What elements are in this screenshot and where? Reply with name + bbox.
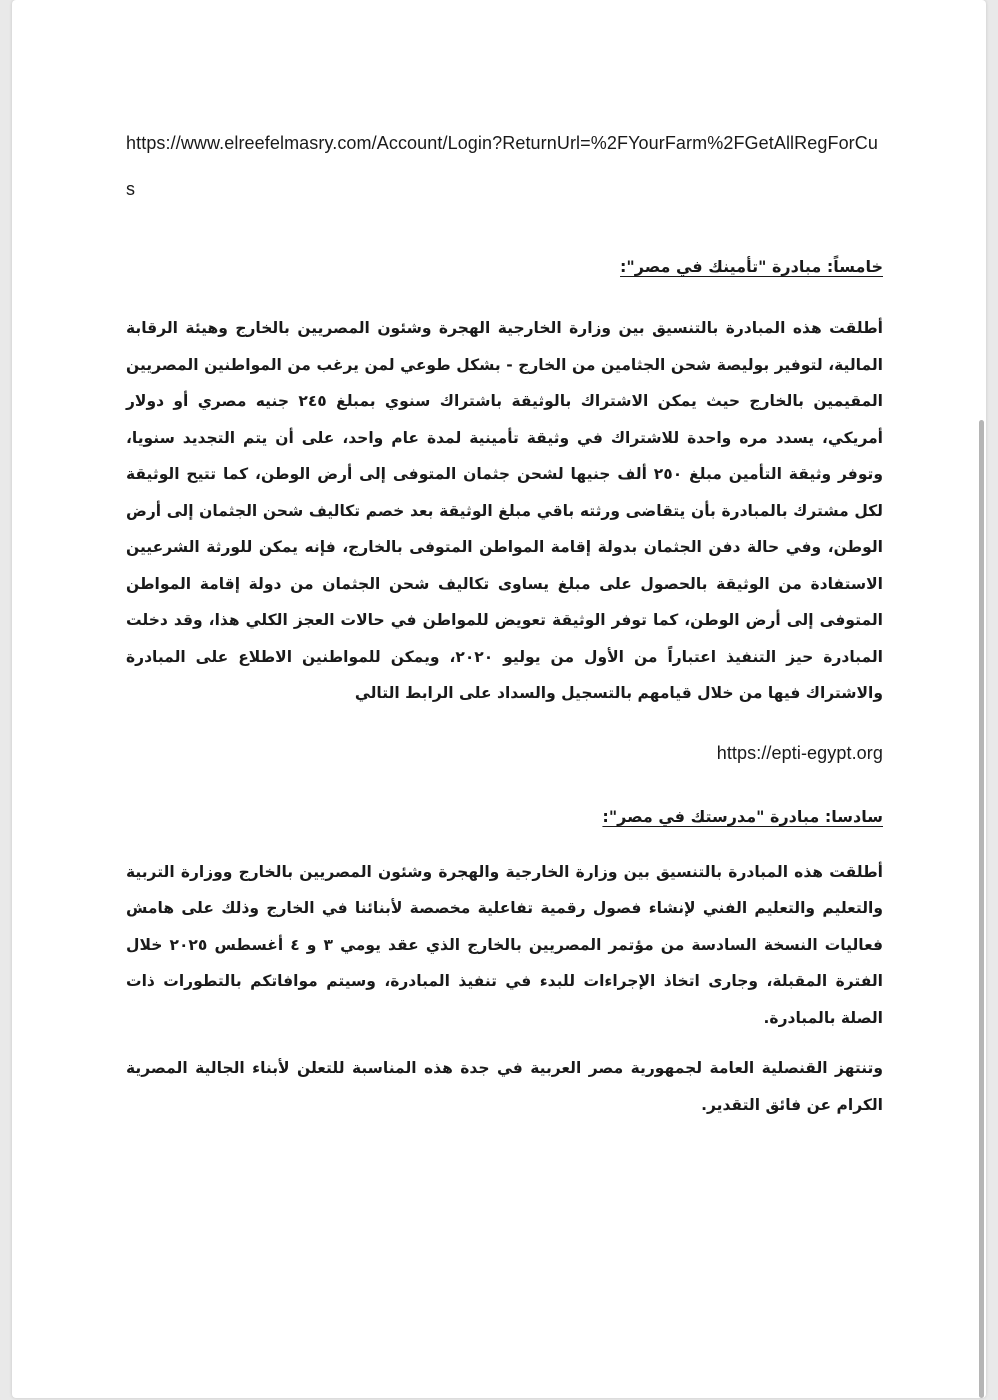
scrollbar[interactable]	[979, 420, 984, 1398]
document-content	[126, 120, 883, 1123]
section-6-heading: سادسا: مبادرة "مدرستك في مصر":	[602, 806, 883, 826]
section-5-paragraph: أطلقت هذه المبادرة بالتنسيق بين وزارة الخارجية الهجرة وشئون المصريين بالخارج وهيئة الرقابة المالية، لتوفير بوليصة شحن الجثامين من الخارج - بشكل طوعي لمن يرغب من المواطنين المصريين المقيمين بالخارج حيث يمكن الاشتراك بالوثيقة باشتراك سنوي بمبلغ ٢٤٥ جنيه مصري أو دولار أمريكي، يسدد مره واحدة للاشتراك في وثيقة تأمينية لمدة عام واحد، على أن يتم التجديد سنويا، وتوفر وثيقة التأمين مبلغ ٢٥٠ ألف جنيها لشحن جثمان المتوفى إلى أرض الوطن، كما تتيح الوثيقة لكل مشترك بالمبادرة بأن يتقاضى ورثته باقي مبلغ الوثيقة بعد خصم تكاليف شحن الجثمان إلى أرض الوطن، وفي حالة دفن الجثمان بدولة إقامة المواطن المتوفى بالخارج، فإنه يمكن للورثة الشرعيين الاستفادة من الوثيقة بالحصول على مبلغ يساوى تكاليف شحن الجثمان من دولة إقامة المواطن المتوفى إلى أرض الوطن، كما توفر الوثيقة تعويض للمواطن في حالات العجز الكلي هذا، وقد دخلت المبادرة حيز التنفيذ اعتباراً من الأول من يوليو ٢٠٢٠، ويمكن للمواطنين الاطلاع على المبادرة والاشتراك فيها من خلال قيامهم بالتسجيل والسداد على الرابط التالي	[126, 319, 883, 702]
document-page	[12, 0, 986, 1398]
section-6-paragraph: أطلقت هذه المبادرة بالتنسيق بين وزارة الخارجية والهجرة وشئون المصريين بالخارج ووزارة التربية والتعليم والتعليم الفني لإنشاء فصول رقمية تفاعلية مخصصة لأبنائنا في الخارج وذلك على هامش فعاليات النسخة السادسة من مؤتمر المصريين بالخارج الذي عقد يومي ٣ و ٤ أغسطس ٢٠٢٥ خلال الفترة المقبلة، وجارى اتخاذ الإجراءات للبدء في تنفيذ المبادرة، وسيتم موافاتكم بالتطورات ذات الصلة بالمبادرة.	[126, 862, 883, 1027]
insurance-registration-url[interactable]: https://epti-egypt.org	[716, 742, 883, 763]
closing-paragraph: وتنتهز القنصلية العامة لجمهورية مصر العربية في جدة هذه المناسبة للتعلن لأبناء الجالية المصرية الكرام عن فائق التقدير.	[126, 1059, 883, 1114]
farm-registration-url[interactable]: https://www.elreefelmasry.com/Account/Login?ReturnUrl=%2FYourFarm%2FGetAllRegForCus	[126, 133, 878, 199]
section-5-heading: خامساً: مبادرة "تأمينك في مصر":	[620, 257, 883, 276]
